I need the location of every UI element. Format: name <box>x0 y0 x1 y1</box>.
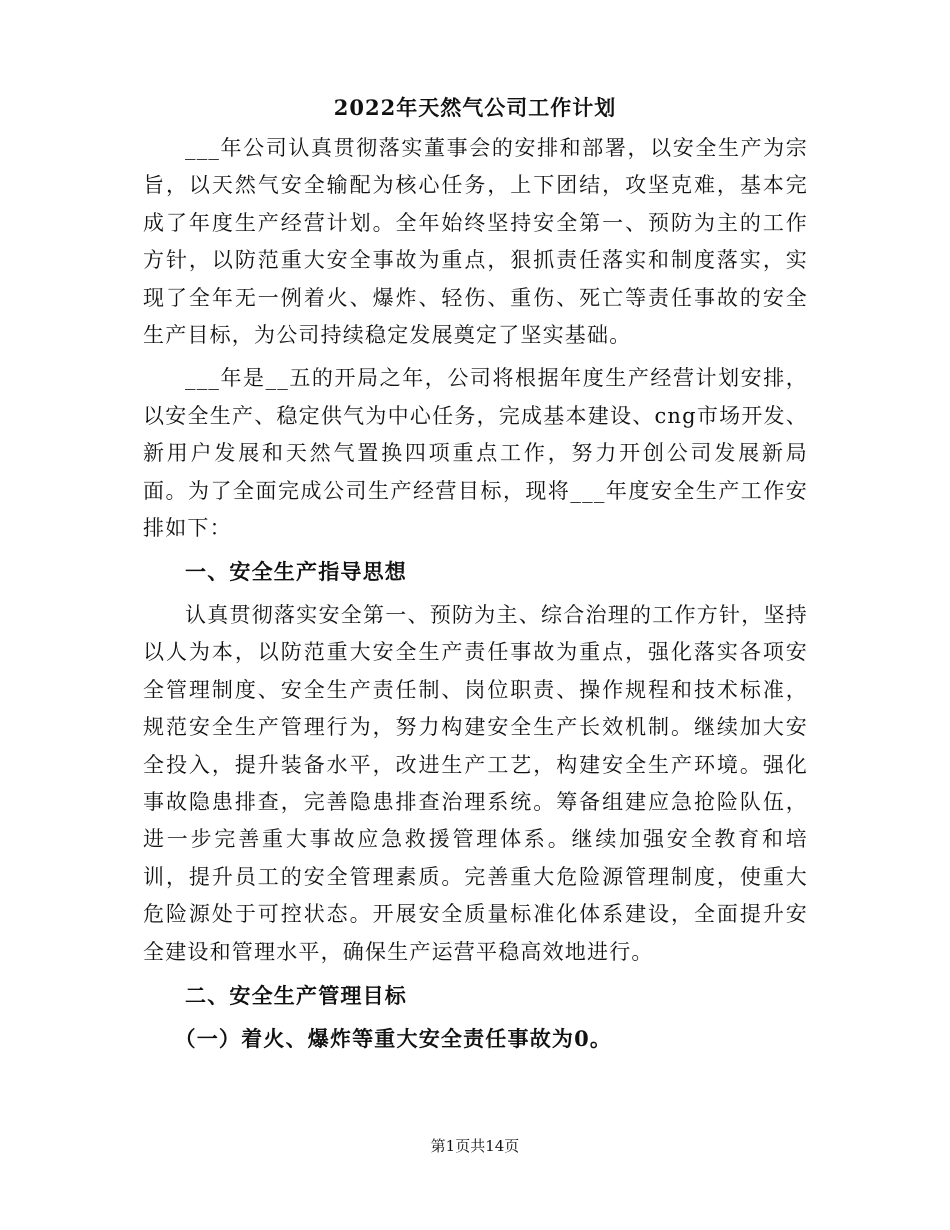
page-number: 第1页共14页 <box>430 1137 520 1155</box>
document-title: 2022年天然气公司工作计划 <box>333 95 617 120</box>
goal-item-1: （一）着火、爆炸等重大安全责任事故为0。 <box>174 1026 613 1052</box>
guiding-ideology-paragraph: 认真贯彻落实安全第一、预防为主、综合治理的工作方针，坚持以人为本，以防范重大安全生产责任事故为重点，强化落实各项安全管理制度、安全生产责任制、岗位职责、操作规程和技术标准，规范安全生产管理行为，努力构建安全生产长效机制。继续加大安全投入，提升装备水平，改进生产工艺，构建安全生产环境。强化事故隐患排查，完善隐患排查治理系统。筹备组建应急抢险队伍，进一步完善重大事故应急救援管理体系。继续加强安全教育和培训，提升员工的安全管理素质。完善重大危险源管理制度，使重大危险源处于可控状态。开展安全质量标准化体系建设，全面提升安全建设和管理水平，确保生产运营平稳高效地进行。 <box>143 602 808 964</box>
intro-paragraph: ___年公司认真贯彻落实董事会的安排和部署，以安全生产为宗旨，以天然气安全输配为核心任务，上下团结，攻坚克难，基本完成了年度生产经营计划。全年始终坚持安全第一、预防为主的工作方针，以防范重大安全事故为重点，狠抓责任落实和制度落实，实现了全年无一例着火、爆炸、轻伤、重伤、死亡等责任事故的安全生产目标，为公司持续稳定发展奠定了坚实基础。 <box>143 136 808 348</box>
document-body <box>143 130 808 1058</box>
plan-paragraph: ___年是__五的开局之年，公司将根据年度生产经营计划安排，以安全生产、稳定供气为中心任务，完成基本建设、cng市场开发、新用户发展和天然气置换四项重点工作，努力开创公司发展新局面。为了全面完成公司生产经营目标，现将___年度安全生产工作安排如下： <box>143 366 808 541</box>
section-heading-management-goals: 二、安全生产管理目标 <box>185 982 407 1008</box>
section-heading-guiding-ideology: 一、安全生产指导思想 <box>185 559 407 585</box>
